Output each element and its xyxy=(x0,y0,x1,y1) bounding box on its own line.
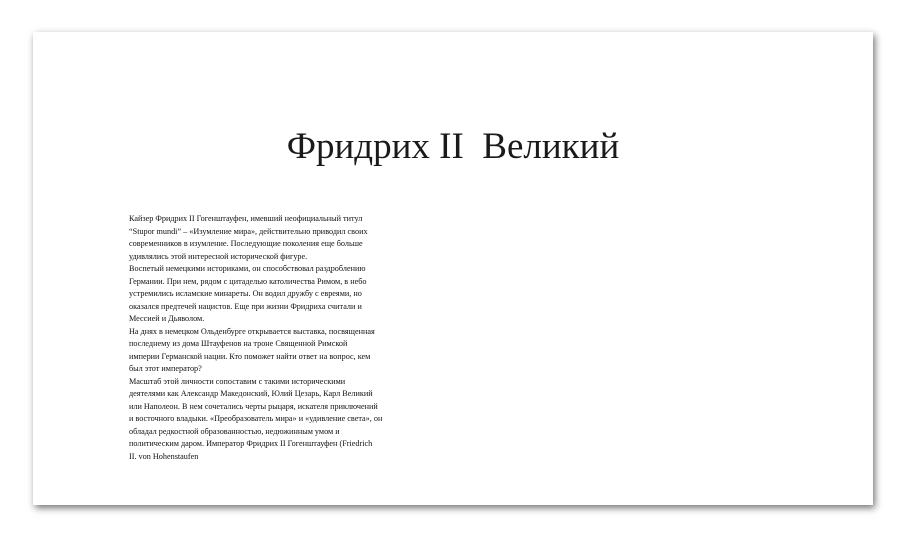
body-line: и восточного владыки. «Преобразователь мира» и «удивление света», он xyxy=(129,414,383,423)
body-line: деятелями как Александр Македонский, Юлий Цезарь, Карл Великий xyxy=(129,389,373,398)
body-line: был этот император? xyxy=(129,364,202,373)
body-line: Кайзер Фридрих II Гогенштауфен, имевший неофициальный титул xyxy=(129,214,363,223)
body-line: Воспетый немецкими историками, он способствовал раздроблению xyxy=(129,264,366,273)
body-line: “Stupor mundi” – «Изумление мира», действительно приводил своих xyxy=(129,226,368,236)
slide xyxy=(33,32,873,505)
body-line: или Наполеон. В нем сочетались черты рыцаря, искателя приключений xyxy=(129,401,378,411)
body-line: последнему из дома Штауфенов на троне Священной Римской xyxy=(129,339,348,348)
body-line: II. von Hohenstaufen xyxy=(129,451,199,461)
body-line: оказался предтечей нацистов. Еще при жизни Фридриха считали и xyxy=(129,301,362,311)
body-line: удивлялись этой интересной исторической фигуре. xyxy=(129,251,308,261)
slide-body-text xyxy=(129,213,449,463)
body-line: Мессией и Дьяволом. xyxy=(129,314,205,323)
body-line: устремились исламские минареты. Он водил дружбу с евреями, но xyxy=(129,289,362,298)
body-line: Масштаб этой личности сопоставим с такими историческими xyxy=(129,376,346,386)
body-line: современников в изумление. Последующие поколения еще больше xyxy=(129,239,363,248)
body-line: обладал редкостной образованностью, недюжинным умом и xyxy=(129,426,340,436)
body-line: Германии. При нем, рядом с цитаделью католичества Римом, в небо xyxy=(129,276,367,286)
body-line: империи Германской нации. Кто поможет найти ответ на вопрос, кем xyxy=(129,351,371,361)
body-line: На днях в немецком Ольденбурге открывается выставка, посвященная xyxy=(129,326,375,336)
body-line: политическим даром. Император Фридрих II Гогенштауфен (Friedrich xyxy=(129,439,373,448)
slide-title: Фридрих II Великий xyxy=(286,126,620,167)
